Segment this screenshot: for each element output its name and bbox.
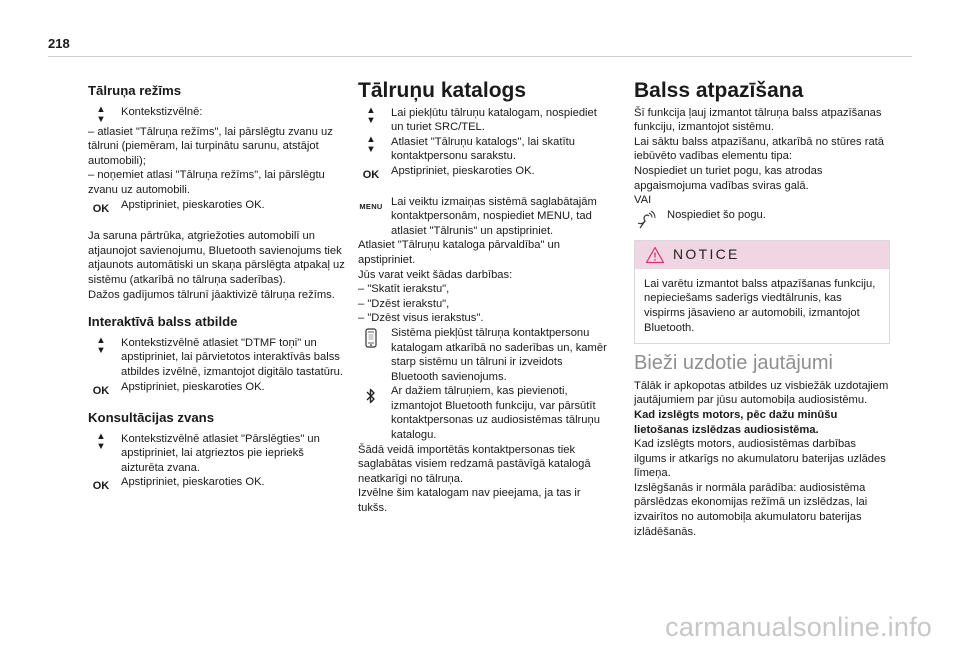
warning-icon bbox=[645, 246, 665, 264]
up-down-arrows-icon bbox=[358, 106, 384, 126]
ok-icon: OK bbox=[92, 480, 110, 493]
section-title-faq: Bieži uzdotie jautājumi bbox=[634, 352, 833, 375]
paragraph: Nospiediet un turiet pogu, kas atrodas apgaismojuma vadības sviras galā. bbox=[634, 164, 823, 192]
instruction-step bbox=[358, 135, 612, 164]
notice-box bbox=[634, 240, 890, 344]
paragraph: Šī funkcija ļauj izmantot tālruņa balss atpazīšanas funkciju, izmantojot sistēmu. bbox=[634, 106, 882, 134]
up-arrow-icon: ▲ bbox=[96, 103, 106, 115]
column-3 bbox=[634, 79, 890, 539]
up-arrow-icon: ▲ bbox=[366, 133, 376, 145]
down-arrow-icon: ▼ bbox=[96, 344, 106, 356]
section-title-consultation-call: Konsultācijas zvans bbox=[88, 410, 215, 426]
up-down-arrows-icon bbox=[88, 432, 114, 452]
paragraph: Atlasiet "Tālruņu kataloga pārvaldība" un apstipriniet. bbox=[358, 239, 560, 266]
ok-icon: OK bbox=[92, 384, 110, 397]
context-menu-step bbox=[88, 105, 346, 125]
bluetooth-note bbox=[358, 384, 612, 442]
menu-icon: MENU bbox=[359, 201, 383, 211]
ok-icon: OK bbox=[92, 202, 110, 215]
up-arrow-icon: ▲ bbox=[366, 104, 376, 116]
step-text: Sistēma piekļūst tālruņa kontaktpersonu katalogam atkarībā no saderības un, kamēr starp sistēmu un tālruni ir izveidots Bluetooth savienojums. bbox=[391, 326, 607, 383]
up-arrow-icon: ▲ bbox=[96, 334, 106, 346]
step-text: Lai piekļūtu tālruņu katalogam, nospiediet un turiet SRC/TEL. bbox=[391, 106, 597, 134]
list-item: – "Dzēst ierakstu", bbox=[358, 297, 450, 310]
step-text: Lai veiktu izmaiņas sistēmā saglabātajām kontaktpersonām, nospiediet MENU, tad atlasiet "Tālrunis" un apstipriniet. bbox=[391, 195, 597, 237]
faq-question: Kad izslēgts motors, pēc dažu minūšu lietošanas izslēdzas audiosistēma. bbox=[634, 408, 838, 436]
paragraph: Jūs varat veikt šādas darbības: bbox=[358, 268, 513, 281]
step-text: Ar dažiem tālruņiem, kas pievienoti, izmantojot Bluetooth funkciju, var pārsūtīt kontaktpersonas uz audiosistēmas tālruņu katalogu. bbox=[391, 385, 600, 442]
up-arrow-icon: ▲ bbox=[96, 430, 106, 442]
phone-note bbox=[358, 326, 612, 384]
notice-header bbox=[635, 241, 889, 269]
paragraph: VAI bbox=[634, 194, 652, 207]
faq-answer: Kad izslēgts motors, audiosistēmas darbības ilgums ir atkarīgs no akumulatoru baterijas uzlādes līmeņa. bbox=[634, 438, 886, 480]
step-text: Kontekstizvēlnē atlasiet "DTMF toņi" un apstipriniet, lai pārvietotos interaktīvās balss atbildes izvēlnē, izmantojot digitālo tastatūru. bbox=[121, 336, 344, 378]
down-arrow-icon: ▼ bbox=[366, 114, 376, 126]
up-down-arrows-icon bbox=[88, 105, 114, 125]
context-menu-step bbox=[88, 432, 346, 476]
step-text: Apstipriniet, pieskaroties OK. bbox=[121, 198, 265, 211]
step-text: Kontekstizvēlnē atlasiet "Pārslēgties" un apstipriniet, lai atgrieztos pie iepriekš aizturēta zvana. bbox=[121, 432, 320, 474]
list-item: – atlasiet "Tālruņa režīms", lai pārslēgtu zvanu uz tālruni (piemēram, lai turpinātu sarunu, atstājot automobili); bbox=[88, 125, 333, 167]
paragraph: Tālāk ir apkopotas atbildes uz visbiežāk uzdotajiem jautājumiem par jūsu automobiļa audiosistēmu. bbox=[634, 379, 889, 407]
notice-title: NOTICE bbox=[673, 246, 740, 263]
instruction-step bbox=[358, 106, 612, 135]
voice-button-step bbox=[634, 208, 890, 230]
section-title-ivr: Interaktīvā balss atbilde bbox=[88, 314, 238, 330]
step-text: Kontekstizvēlnē: bbox=[121, 105, 203, 118]
watermark: carmanualsonline.info bbox=[665, 612, 932, 642]
page-number: 218 bbox=[48, 36, 70, 51]
list-item: – "Dzēst visus ierakstus". bbox=[358, 312, 484, 325]
down-arrow-icon: ▼ bbox=[366, 143, 376, 155]
faq-answer: Izslēgšanās ir normāla parādība: audiosistēma pārslēdzas ekonomijas režīmā un izslēdzas, lai izvairītos no automobiļa akumulatoru baterijas izlādēšanās. bbox=[634, 481, 868, 538]
paragraph: Lai sāktu balss atpazīšanu, atkarībā no stūres ratā iebūvēto vadības elementu tipa: bbox=[634, 135, 884, 163]
confirm-step bbox=[88, 380, 346, 399]
section-title-voice-recognition: Balss atpazīšana bbox=[634, 79, 804, 102]
list-item: – noņemiet atlasi "Tālruņa režīms", lai pārslēgtu zvanu uz automobili. bbox=[88, 169, 325, 196]
paragraph: Šādā veidā importētās kontaktpersonas tiek saglabātas visiem redzamā pastāvīgā katalogā neatkarīgi no tālruņa. bbox=[358, 443, 591, 485]
paragraph: Ja saruna pārtrūka, atgriežoties automobilī un atjaunojot savienojumu, Bluetooth savienojums tiek atjaunots automātiski un skaņa pārslēgta atpakaļ uz sistēmu (atkarībā no tālruņa saderības). bbox=[88, 230, 345, 286]
confirm-step bbox=[88, 475, 346, 494]
column-1 bbox=[88, 84, 346, 494]
bluetooth-icon bbox=[358, 384, 384, 405]
voice-command-icon bbox=[634, 208, 660, 230]
section-title-phone-mode: Tālruņa režīms bbox=[88, 83, 182, 98]
paragraph: Dažos gadījumos tālrunī jāaktivizē tālruņa režīms. bbox=[88, 288, 335, 301]
step-text: Apstipriniet, pieskaroties OK. bbox=[391, 164, 535, 177]
column-2 bbox=[358, 79, 612, 516]
section-title-phonebook: Tālruņu katalogs bbox=[358, 79, 527, 102]
down-arrow-icon: ▼ bbox=[96, 440, 106, 452]
confirm-step bbox=[88, 198, 346, 217]
step-text: Apstipriniet, pieskaroties OK. bbox=[121, 380, 265, 393]
confirm-step bbox=[358, 164, 612, 183]
up-down-arrows-icon bbox=[88, 336, 114, 356]
up-down-arrows-icon bbox=[358, 135, 384, 155]
list-item: – "Skatīt ierakstu", bbox=[358, 283, 450, 296]
step-text: Apstipriniet, pieskaroties OK. bbox=[121, 476, 265, 489]
step-text: Nospiediet šo pogu. bbox=[667, 208, 766, 221]
context-menu-step bbox=[88, 336, 346, 380]
down-arrow-icon: ▼ bbox=[96, 113, 106, 125]
smartphone-icon bbox=[358, 326, 384, 348]
notice-text: Lai varētu izmantot balss atpazīšanas funkciju, nepieciešams saderīgs viedtālrunis, kas vispirms jāsavieno ar automobili, izmantojot Bluetooth. bbox=[644, 277, 876, 334]
step-text: Atlasiet "Tālruņu katalogs", lai skatītu kontaktpersonu sarakstu. bbox=[391, 135, 575, 163]
paragraph: Izvēlne šim katalogam nav pieejama, ja tas ir tukšs. bbox=[358, 487, 581, 515]
header-divider bbox=[48, 56, 912, 57]
menu-step bbox=[358, 195, 612, 239]
ok-icon: OK bbox=[362, 168, 380, 181]
